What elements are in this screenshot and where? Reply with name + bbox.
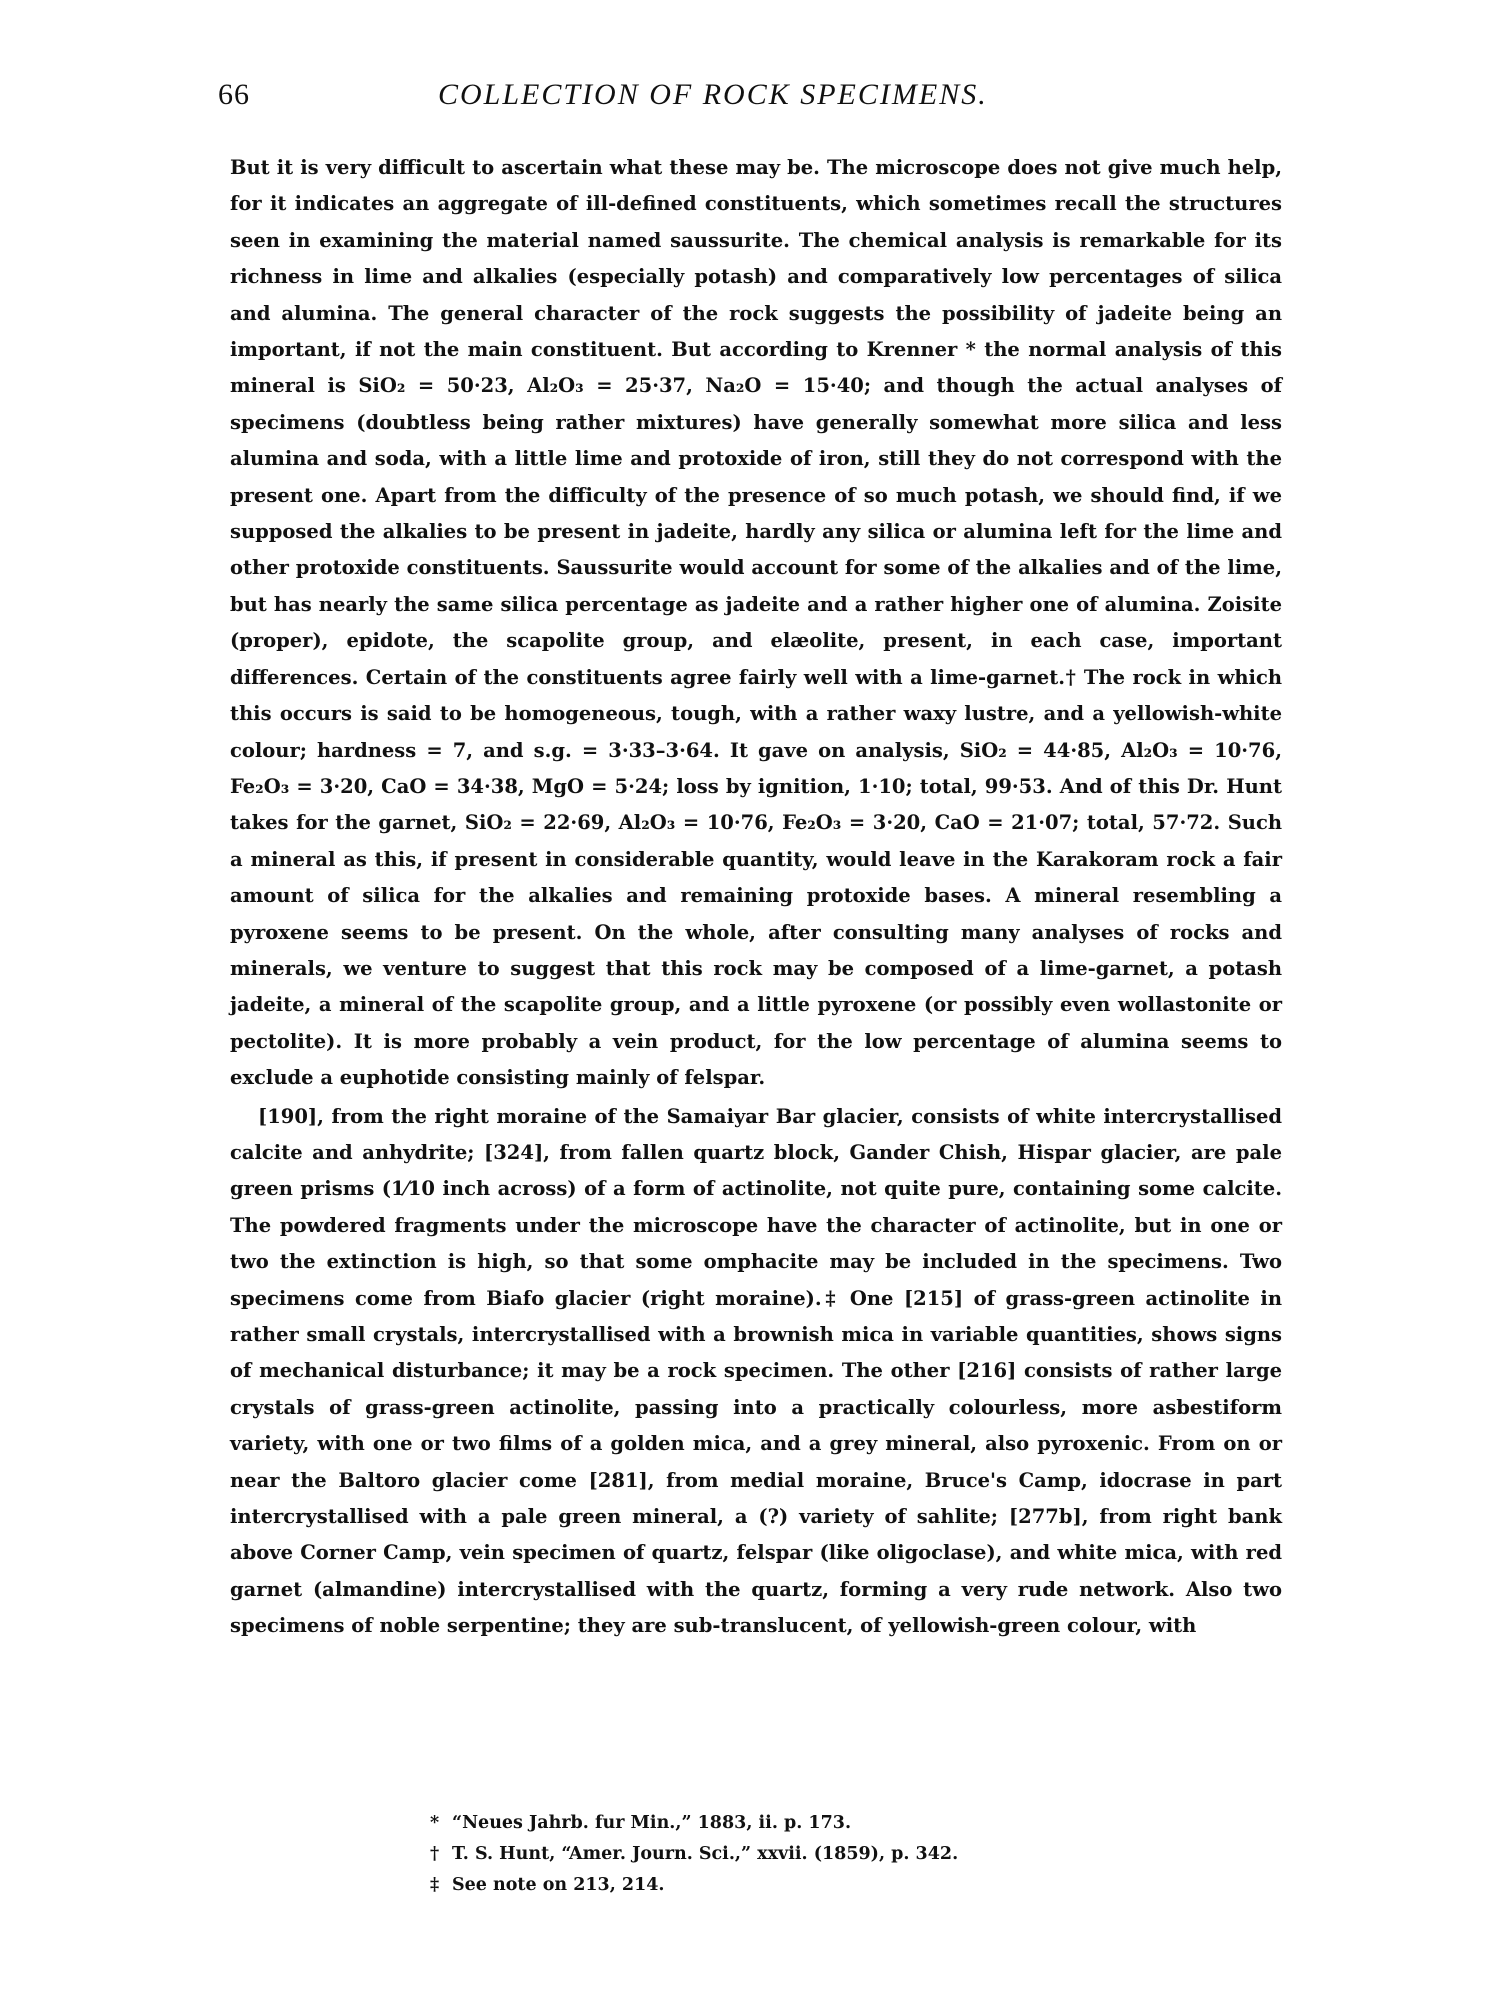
paragraph-1: But it is very difficult to ascertain what these may be. The microscope does not give much help, for it indicates an aggregate of ill-defined constituents, which sometimes recall the structures seen in examining the material named saussurite. The chemical analysis is remarkable for its richness in lime and alkalies (especially potash) and comparatively low percentages of silica and alumina. The general character of the rock suggests the possibility of jadeite being an important, if not the main constituent. But according to Krenner * the normal analysis of this mineral is SiO₂ = 50·23, Al₂O₃ = 25·37, Na₂O = 15·40; and though the actual analyses of specimens (doubtless being rather mixtures) have generally somewhat more silica and less alumina and soda, with a little lime and protoxide of iron, still they do not correspond with the present one. Apart from the difficulty of the presence of so much potash, we should find, if we supposed the alkalies to be present in jadeite, hardly any silica or alumina left for the lime and other protoxide constituents. Saussurite would account for some of the alkalies and of the lime, but has nearly the same silica percentage as jadeite and a rather higher one of alumina. Zoisite (proper), epidote, the scapolite group, and elæolite, present, in each case, important differences. Certain of the constituents agree fairly well with a lime-garnet.† The rock in which this occurs is said to be homogeneous, tough, with a rather waxy lustre, and a yellowish-white colour; hardness = 7, and s.g. = 3·33–3·64. It gave on analysis, SiO₂ = 44·85, Al₂O₃ = 10·76, Fe₂O₃ = 3·20, CaO = 34·38, MgO = 5·24; loss by ignition, 1·10; total, 99·53. And of this Dr. Hunt takes for the garnet, SiO₂ = 22·69, Al₂O₃ = 10·76, Fe₂O₃ = 3·20, CaO = 21·07; total, 57·72. Such a mineral as this, if present in considerable quantity, would leave in the Karakoram rock a fair amount of silica for the alkalies and remaining protoxide bases. A mineral resembling a pyroxene seems to be present. On the whole, after consulting many analyses of rocks and minerals, we venture to suggest that this rock may be composed of a lime-garnet, a potash jadeite, a mineral of the scapolite group, and a little pyroxene (or possibly even wollastonite or pectolite). It is more probably a vein product, for the low percentage of alumina seems to exclude a euphotide consisting mainly of felspar.	[230, 156, 1282, 1090]
footnotes	[430, 1808, 1230, 1901]
footnote-3	[430, 1870, 1230, 1901]
footnote-text: “Neues Jahrb. fur Min.,” 1883, ii. p. 173.	[452, 1813, 852, 1833]
running-title: COLLECTION OF ROCK SPECIMENS.	[438, 78, 988, 111]
footnote-marker: ‡	[430, 1875, 440, 1895]
paragraph-2: [190], from the right moraine of the Samaiyar Bar glacier, consists of white intercrystallised calcite and anhydrite; [324], from fallen quartz block, Gander Chish, Hispar glacier, are pale green prisms (1⁄10 inch across) of a form of actinolite, not quite pure, containing some calcite. The powdered fragments under the microscope have the character of actinolite, but in one or two the extinction is high, so that some omphacite may be included in the specimens. Two specimens come from Biafo glacier (right moraine).‡ One [215] of grass-green actinolite in rather small crystals, intercrystallised with a brownish mica in variable quantities, shows signs of mechanical disturbance; it may be a rock specimen. The other [216] consists of rather large crystals of grass-green actinolite, passing into a practically colourless, more asbestiform variety, with one or two films of a golden mica, and a grey mineral, also pyroxenic. From on or near the Baltoro glacier come [281], from medial moraine, Bruce's Camp, idocrase in part intercrystallised with a pale green mineral, a (?) variety of sahlite; [277b], from right bank above Corner Camp, vein specimen of quartz, felspar (like oligoclase), and white mica, with red garnet (almandine) intercrystallised with the quartz, forming a very rude network. Also two specimens of noble serpentine; they are sub-translucent, of yellowish-green colour, with	[230, 1104, 1282, 1638]
footnote-text: T. S. Hunt, “Amer. Journ. Sci.,” xxvii. (1859), p. 342.	[452, 1844, 959, 1864]
footnote-2	[430, 1839, 1230, 1870]
footnote-text: See note on 213, 214.	[452, 1875, 665, 1895]
footnote-marker: *	[430, 1813, 440, 1833]
page-number: 66	[218, 78, 250, 111]
footnote-marker: †	[430, 1844, 440, 1864]
footnote-1	[430, 1808, 1230, 1839]
page-header	[218, 78, 1290, 118]
body-text	[230, 150, 1282, 1645]
